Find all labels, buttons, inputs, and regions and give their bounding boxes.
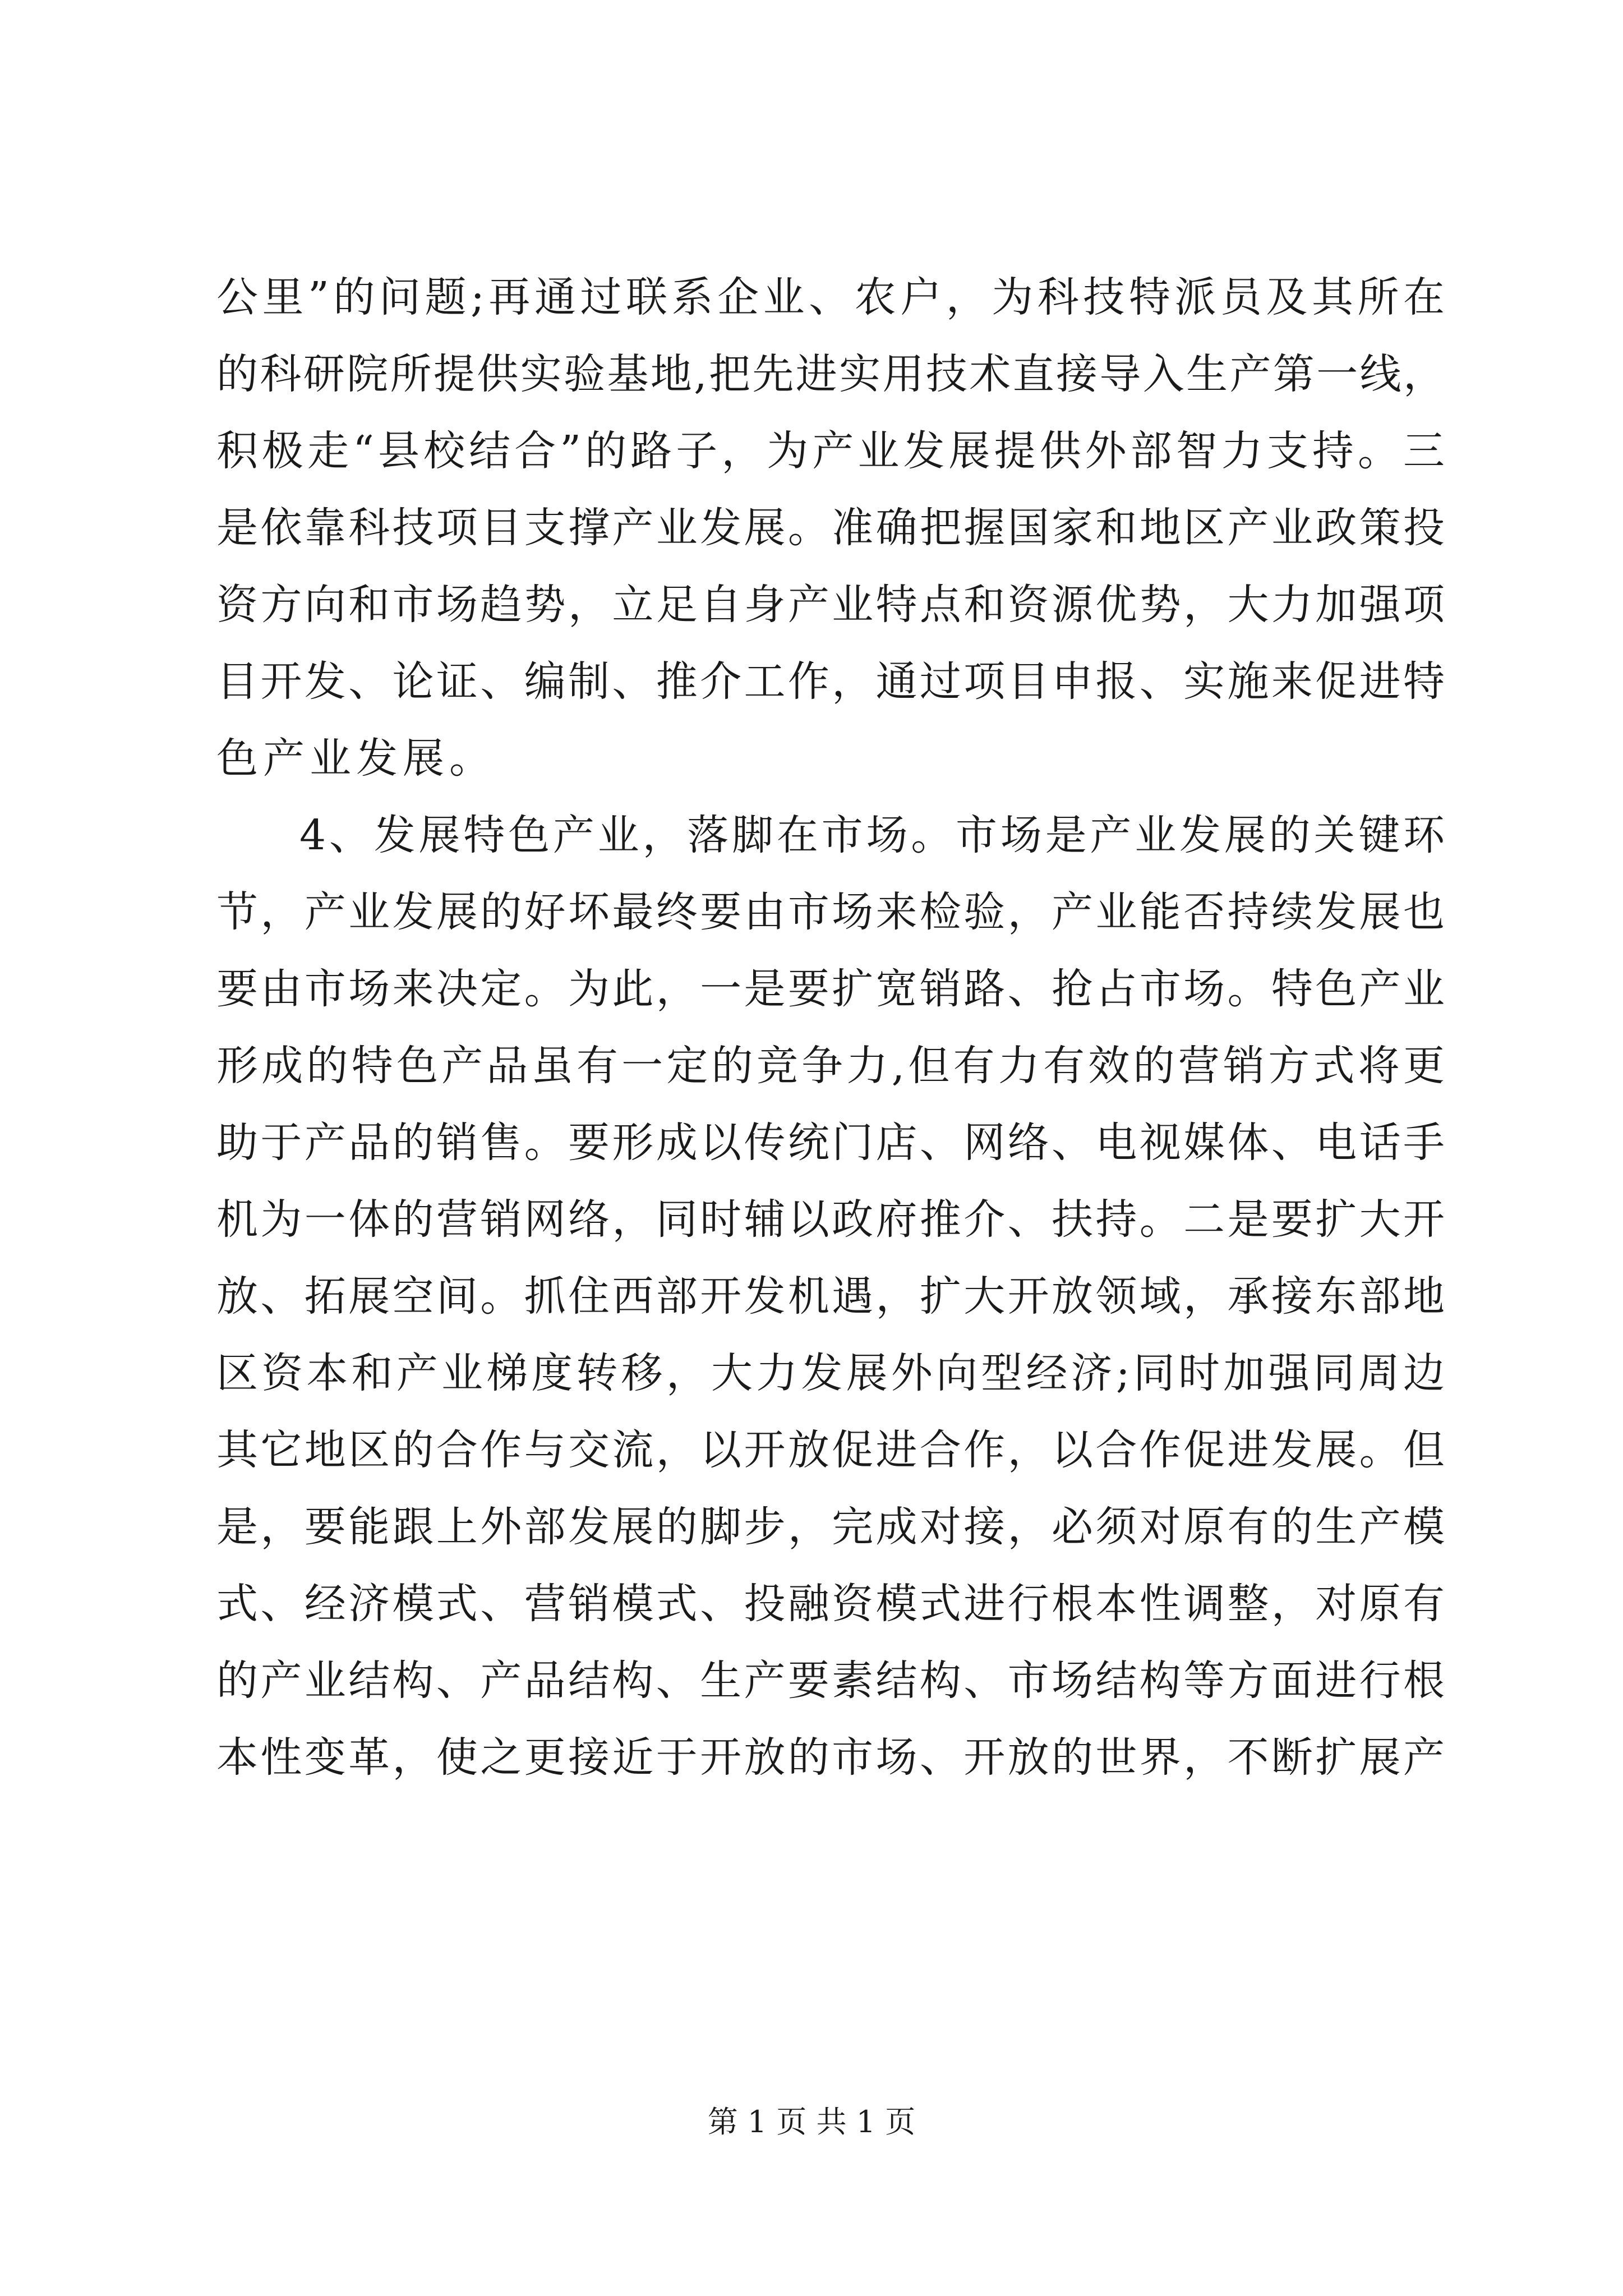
document-body bbox=[216, 259, 1445, 1796]
text-line: 本性变革，使之更接近于开放的市场、开放的世界，不断扩展产 bbox=[216, 1733, 1445, 1782]
text-line: 的产业结构、产品结构、生产要素结构、市场结构等方面进行根 bbox=[216, 1657, 1445, 1705]
text-line: 放、拓展空间。抓住西部开发机遇，扩大开放领域，承接东部地 bbox=[216, 1272, 1445, 1320]
text-line: 式、经济模式、营销模式、投融资模式进行根本性调整，对原有 bbox=[216, 1580, 1445, 1628]
text-line: 积极走“县校结合”的路子，为产业发展提供外部智力支持。三 bbox=[216, 427, 1445, 475]
text-line: 区资本和产业梯度转移，大力发展外向型经济;同时加强同周边 bbox=[216, 1349, 1445, 1397]
text-line: 资方向和市场趋势，立足自身产业特点和资源优势，大力加强项 bbox=[216, 581, 1445, 629]
page-footer bbox=[0, 2102, 1623, 2142]
text-line: 的科研院所提供实验基地,把先进实用技术直接导入生产第一线， bbox=[216, 350, 1445, 398]
paragraph-end-line: 色产业发展。 bbox=[216, 734, 496, 783]
page-number-label: 第 1 页 共 1 页 bbox=[707, 2104, 916, 2139]
text-line: 是，要能跟上外部发展的脚步，完成对接，必须对原有的生产模 bbox=[216, 1503, 1445, 1551]
paragraph-first-line: 4、发展特色产业，落脚在市场。市场是产业发展的关键环 bbox=[299, 811, 1445, 859]
text-line: 机为一体的营销网络，同时辅以政府推介、扶持。二是要扩大开 bbox=[216, 1195, 1445, 1244]
text-line: 形成的特色产品虽有一定的竞争力,但有力有效的营销方式将更 bbox=[216, 1042, 1445, 1090]
text-line: 节，产业发展的好坏最终要由市场来检验，产业能否持续发展也 bbox=[216, 888, 1445, 936]
text-line: 助于产品的销售。要形成以传统门店、网络、电视媒体、电话手 bbox=[216, 1119, 1445, 1167]
text-line: 公里”的问题;再通过联系企业、农户，为科技特派员及其所在 bbox=[216, 273, 1445, 321]
text-line: 是依靠科技项目支撑产业发展。准确把握国家和地区产业政策投 bbox=[216, 504, 1445, 552]
text-line: 目开发、论证、编制、推介工作，通过项目申报、实施来促进特 bbox=[216, 657, 1445, 706]
text-line: 其它地区的合作与交流，以开放促进合作，以合作促进发展。但 bbox=[216, 1426, 1445, 1474]
text-line: 要由市场来决定。为此，一是要扩宽销路、抢占市场。特色产业 bbox=[216, 965, 1445, 1013]
